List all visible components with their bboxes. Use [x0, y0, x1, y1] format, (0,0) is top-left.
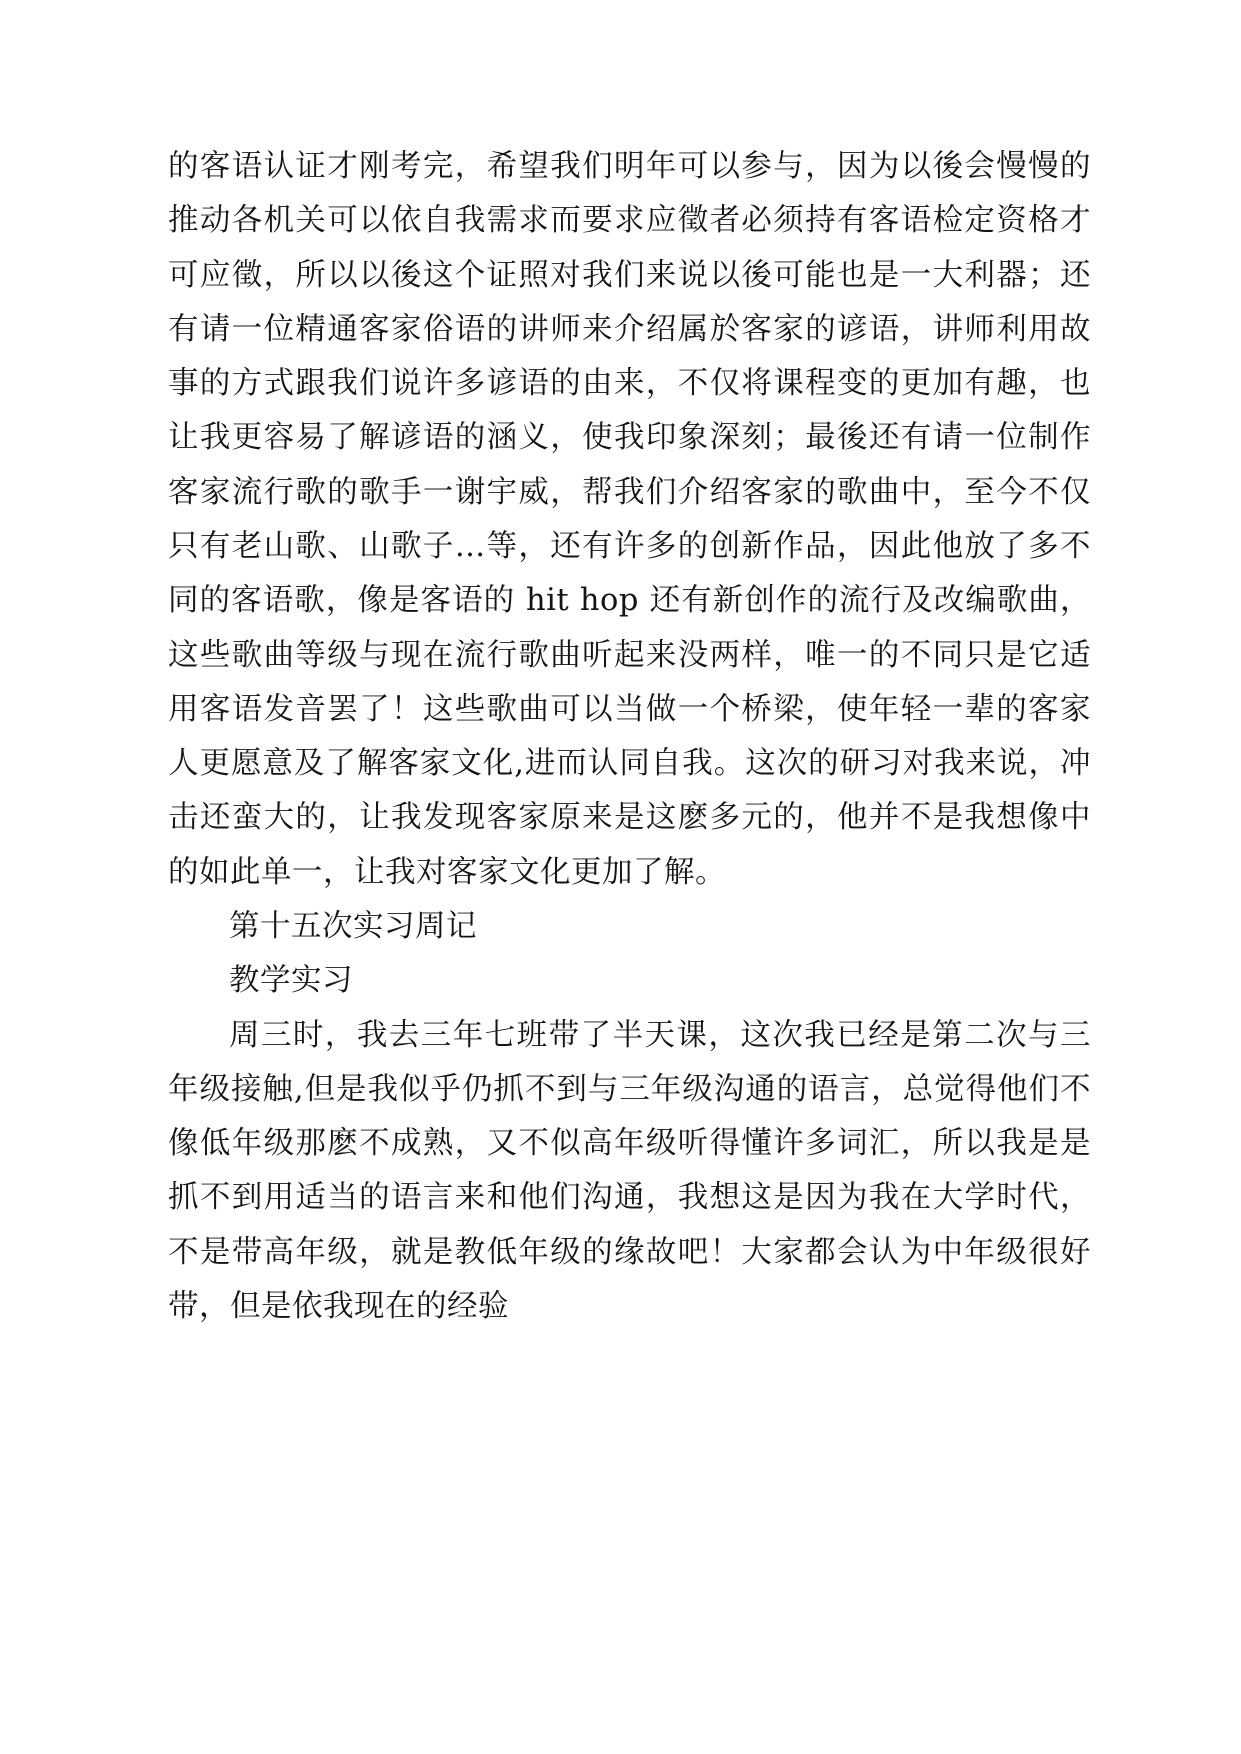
paragraph-heading-teaching-practice: 教学实习: [229, 963, 353, 999]
paragraph-2: 周三时，我去三年七班带了半天课，这次我已经是第二次与三年级接触,但是我似乎仍抓不到与三年级沟通的语言，总觉得他们不像低年级那麽不成熟，又不似高年级听得懂许多词汇，所以我是是抓不到用适当的语言来和他们沟通，我想这是因为我在大学时代，不是带高年级，就是教低年级的缘故吧！大家都会认为中年级很好带，但是依我现在的经验: [168, 1017, 1091, 1324]
paragraph-heading-week-15: 第十五次实习周记: [229, 908, 477, 944]
paragraph-1: 的客语认证才刚考完，希望我们明年可以参与，因为以後会慢慢的推动各机关可以依自我需求而要求应徵者必须持有客语检定资格才可应徵，所以以後这个证照对我们来说以後可能也是一大利器；还有请一位精通客家俗语的讲师来介绍属於客家的谚语，讲师利用故事的方式跟我们说许多谚语的由来，不仅将课程变的更加有趣，也让我更容易了解谚语的涵义，使我印象深刻；最後还有请一位制作客家流行歌的歌手一谢宇威，帮我们介绍客家的歌曲中，至今不仅只有老山歌、山歌子…等，还有许多的创新作品，因此他放了多不同的客语歌，像是客语的 hit hop 还有新创作的流行及改编歌曲，这些歌曲等级与现在流行歌曲听起来没两样，唯一的不同只是它适用客语发音罢了！这些歌曲可以当做一个桥梁，使年轻一辈的客家人更愿意及了解客家文化,进而认同自我。这次的研习对我来说，冲击还蛮大的，让我发现客家原来是这麽多元的，他并不是我想像中的如此单一，让我对客家文化更加了解。: [168, 149, 1091, 890]
document-body: [168, 140, 1091, 1334]
